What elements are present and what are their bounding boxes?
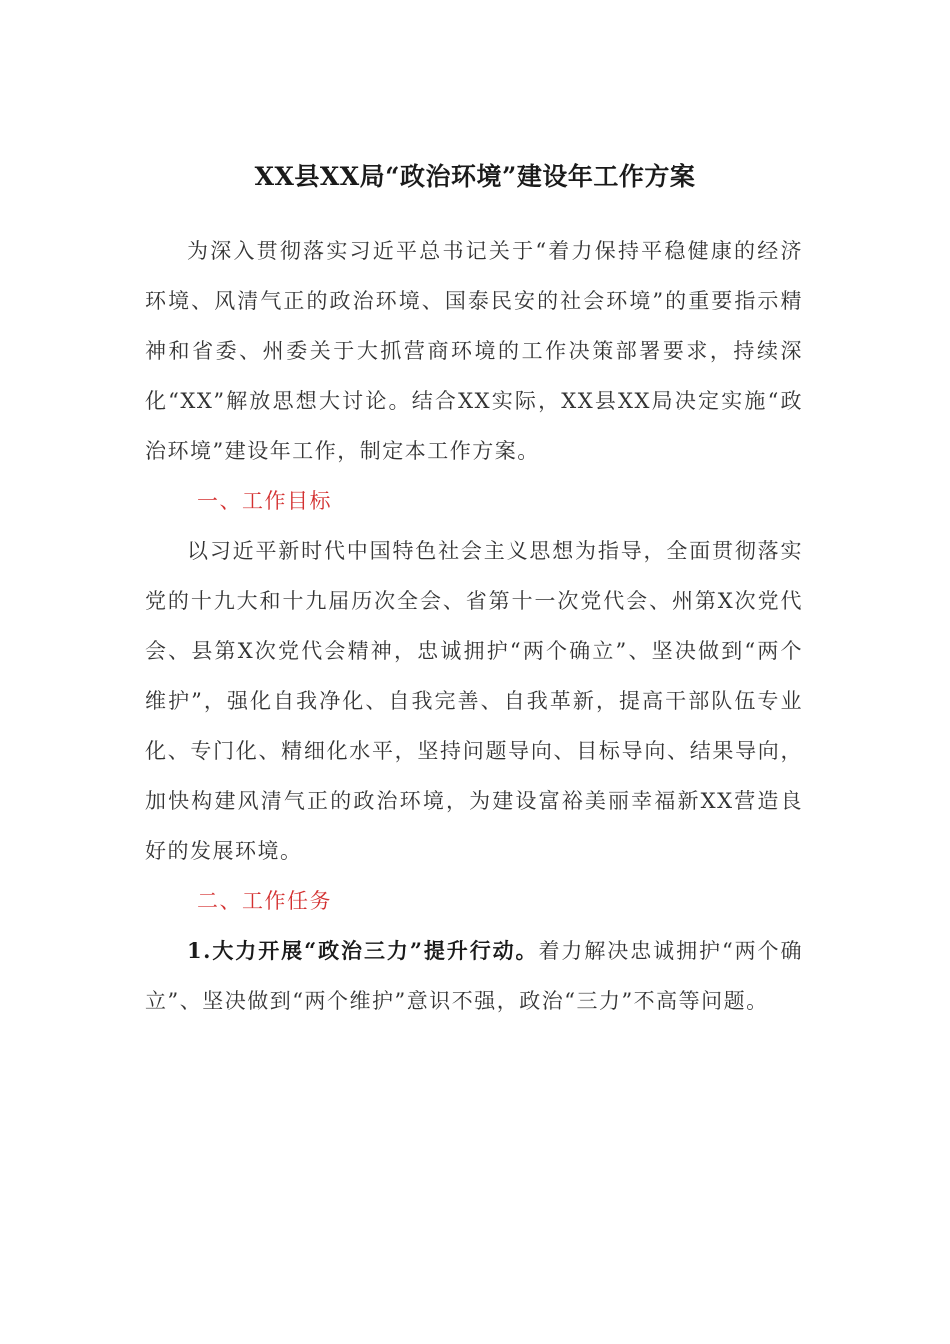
section-heading-tasks: 二、工作任务	[197, 889, 332, 913]
task-item-1	[145, 926, 803, 1026]
task-item-1-text: 着力解决忠诚拥护“两个确立”、坚决做到“两个维护”意识不强，政治“三力”不高等问题。	[145, 939, 803, 1013]
goals-paragraph: 以习近平新时代中国特色社会主义思想为指导，全面贯彻落实党的十九大和十九届历次全会、省第十一次党代会、州第X次党代会、县第X次党代会精神，忠诚拥护“两个确立”、坚决做到“两个维护”，强化自我净化、自我完善、自我革新，提高干部队伍专业化、专门化、精细化水平，坚持问题导向、目标导向、结果导向，加快构建风清气正的政治环境，为建设富裕美丽幸福新XX营造良好的发展环境。	[145, 539, 803, 863]
document-body	[145, 226, 803, 1026]
task-item-1-lead: 1.大力开展“政治三力”提升行动。	[187, 938, 539, 963]
intro-paragraph: 为深入贯彻落实习近平总书记关于“着力保持平稳健康的经济环境、风清气正的政治环境、国泰民安的社会环境”的重要指示精神和省委、州委关于大抓营商环境的工作决策部署要求，持续深化“XX”解放思想大讨论。结合XX实际，XX县XX局决定实施“政治环境”建设年工作，制定本工作方案。	[145, 239, 803, 463]
section-heading-goals: 一、工作目标	[197, 489, 332, 513]
document-title: XX县XX局“政治环境”建设年工作方案	[254, 162, 696, 191]
